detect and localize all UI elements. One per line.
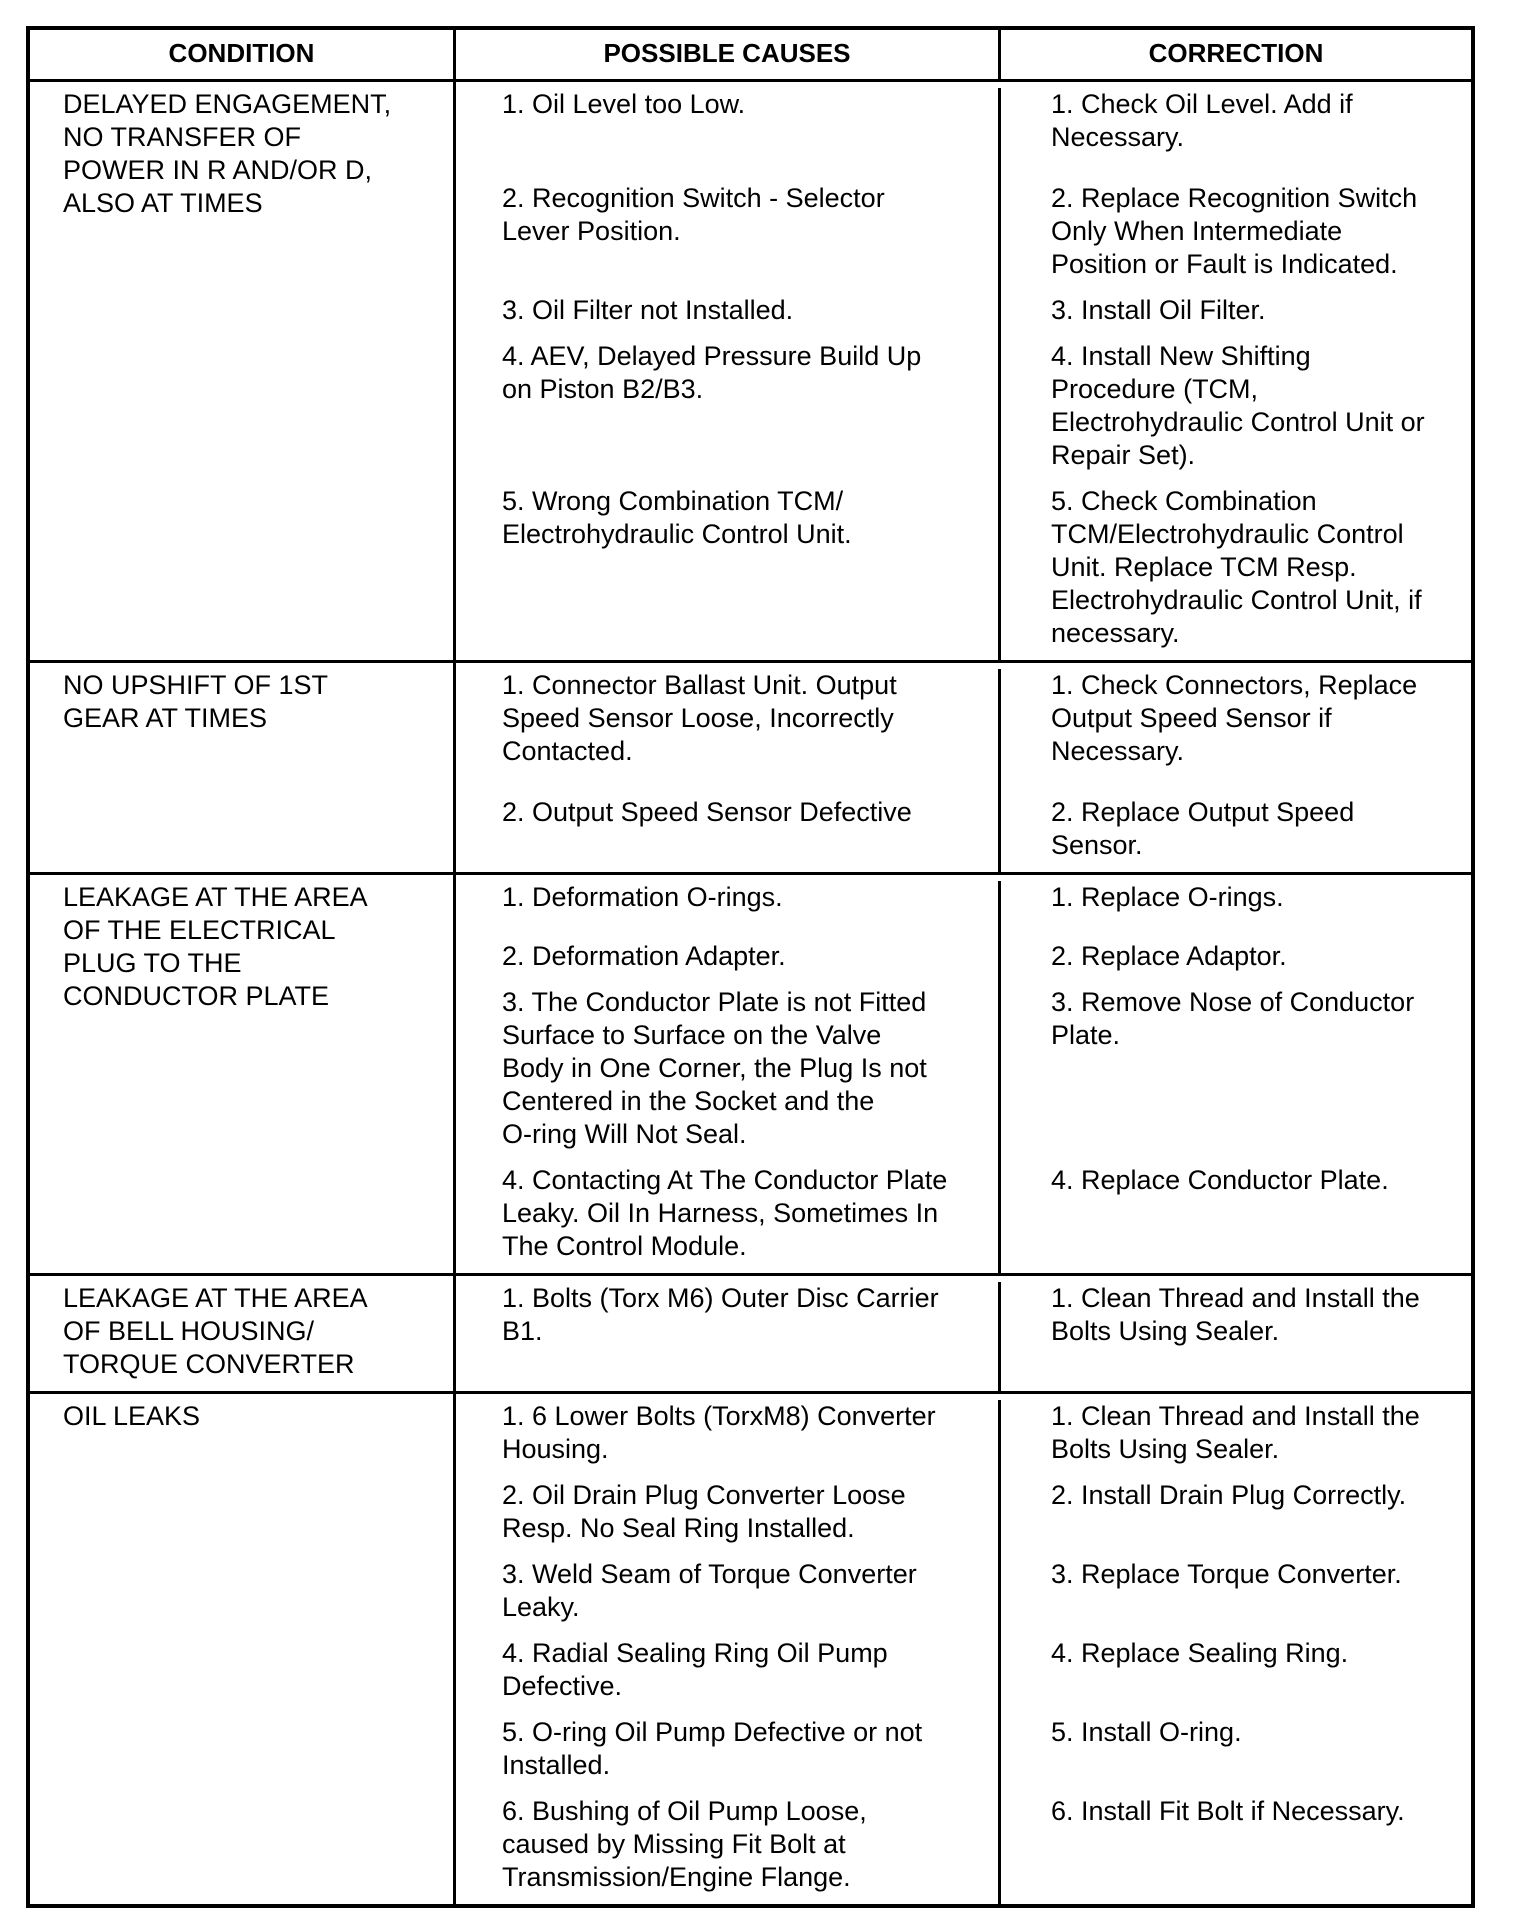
condition-cell: LEAKAGE AT THE AREA OF BELL HOUSING/ TORQUE CONVERTER bbox=[30, 1276, 456, 1391]
cause-item: 2. Deformation Adapter. bbox=[456, 940, 1001, 1002]
header-condition: CONDITION bbox=[30, 30, 456, 79]
correction-item: 1. Check Connectors, Replace Output Speed Sensor if Necessary. bbox=[1051, 670, 1418, 766]
cause-item: 3. Oil Filter not Installed. bbox=[456, 294, 1001, 356]
correction-item: 1. Check Oil Level. Add if Necessary. bbox=[1051, 89, 1353, 152]
correction-item: 1. Replace O-rings. bbox=[1051, 882, 1284, 912]
cause-item: 5. Wrong Combination TCM/ Electrohydraulic Control Unit. bbox=[456, 485, 1001, 660]
cause-item: 4. Contacting At The Conductor Plate Leaky. Oil In Harness, Sometimes In The Control Module. bbox=[456, 1164, 1001, 1273]
cause-correction-pairs bbox=[456, 1276, 1471, 1391]
correction-item: 4. Replace Conductor Plate. bbox=[1051, 1165, 1389, 1195]
cause-correction-pairs bbox=[456, 663, 1471, 872]
correction-item: 3. Remove Nose of Conductor Plate. bbox=[1051, 987, 1415, 1050]
cause-item: 1. Deformation O-rings. bbox=[456, 881, 1001, 956]
cause-item: 6. Bushing of Oil Pump Loose, caused by Missing Fit Bolt at Transmission/Engine Flange. bbox=[456, 1795, 1001, 1904]
cause-item: 1. Oil Level too Low. bbox=[456, 88, 1001, 198]
table-row bbox=[30, 875, 1471, 1276]
correction-item: 1. Clean Thread and Install the Bolts Using Sealer. bbox=[1051, 1401, 1420, 1464]
table-body bbox=[30, 82, 1471, 1904]
cause-item: 1. Connector Ballast Unit. Output Speed Sensor Loose, Incorrectly Contacted. bbox=[456, 669, 1001, 812]
condition-cell: OIL LEAKS bbox=[30, 1394, 456, 1904]
correction-item: 1. Clean Thread and Install the Bolts Using Sealer. bbox=[1051, 1283, 1420, 1346]
cause-item: 1. Bolts (Torx M6) Outer Disc Carrier B1. bbox=[456, 1282, 1001, 1391]
header-possible-causes: POSSIBLE CAUSES bbox=[456, 30, 1001, 79]
correction-item: 4. Replace Sealing Ring. bbox=[1051, 1638, 1349, 1668]
table-row bbox=[30, 663, 1471, 875]
cause-item: 3. Weld Seam of Torque Converter Leaky. bbox=[456, 1558, 1001, 1653]
troubleshooting-table bbox=[26, 26, 1475, 1908]
cause-correction-pairs bbox=[456, 82, 1471, 660]
cause-item: 5. O-ring Oil Pump Defective or not Installed. bbox=[456, 1716, 1001, 1811]
correction-item: 2. Install Drain Plug Correctly. bbox=[1051, 1480, 1407, 1510]
correction-item: 4. Install New Shifting Procedure (TCM, Electrohydraulic Control Unit or Repair Set). bbox=[1051, 341, 1425, 470]
header-correction: CORRECTION bbox=[1148, 38, 1324, 68]
condition-cell: NO UPSHIFT OF 1ST GEAR AT TIMES bbox=[30, 663, 456, 872]
correction-item: 2. Replace Output Speed Sensor. bbox=[1051, 797, 1355, 860]
correction-item: 6. Install Fit Bolt if Necessary. bbox=[1051, 1796, 1405, 1826]
cause-item: 1. 6 Lower Bolts (TorxM8) Converter Housing. bbox=[456, 1400, 1001, 1495]
table-header bbox=[30, 30, 1471, 82]
correction-item: 3. Install Oil Filter. bbox=[1051, 295, 1266, 325]
correction-item: 3. Replace Torque Converter. bbox=[1051, 1559, 1402, 1589]
correction-item: 2. Replace Adaptor. bbox=[1051, 941, 1287, 971]
cause-item: 2. Output Speed Sensor Defective bbox=[456, 796, 1001, 872]
correction-item: 5. Install O-ring. bbox=[1051, 1717, 1242, 1747]
cause-item: 4. Radial Sealing Ring Oil Pump Defective. bbox=[456, 1637, 1001, 1732]
cause-correction-pairs bbox=[456, 875, 1471, 1273]
table-row bbox=[30, 1394, 1471, 1904]
cause-correction-pairs bbox=[456, 1394, 1471, 1904]
cause-item: 3. The Conductor Plate is not Fitted Surface to Surface on the Valve Body in One Corner, the Plug Is not Centered in the Socket and the O-ring Will Not Seal. bbox=[456, 986, 1001, 1180]
correction-item: 2. Replace Recognition Switch Only When Intermediate Position or Fault is Indicated. bbox=[1051, 183, 1418, 279]
table-row bbox=[30, 1276, 1471, 1394]
condition-cell: DELAYED ENGAGEMENT, NO TRANSFER OF POWER IN R AND/OR D, ALSO AT TIMES bbox=[30, 82, 456, 660]
correction-item: 5. Check Combination TCM/Electrohydraulic Control Unit. Replace TCM Resp. Electrohydraulic Control Unit, if necessary. bbox=[1051, 486, 1422, 648]
cause-item: 2. Oil Drain Plug Converter Loose Resp. No Seal Ring Installed. bbox=[456, 1479, 1001, 1574]
table-row bbox=[30, 82, 1471, 663]
cause-item: 4. AEV, Delayed Pressure Build Up on Piston B2/B3. bbox=[456, 340, 1001, 501]
condition-cell: LEAKAGE AT THE AREA OF THE ELECTRICAL PLUG TO THE CONDUCTOR PLATE bbox=[30, 875, 456, 1273]
cause-item: 2. Recognition Switch - Selector Lever Position. bbox=[456, 182, 1001, 310]
